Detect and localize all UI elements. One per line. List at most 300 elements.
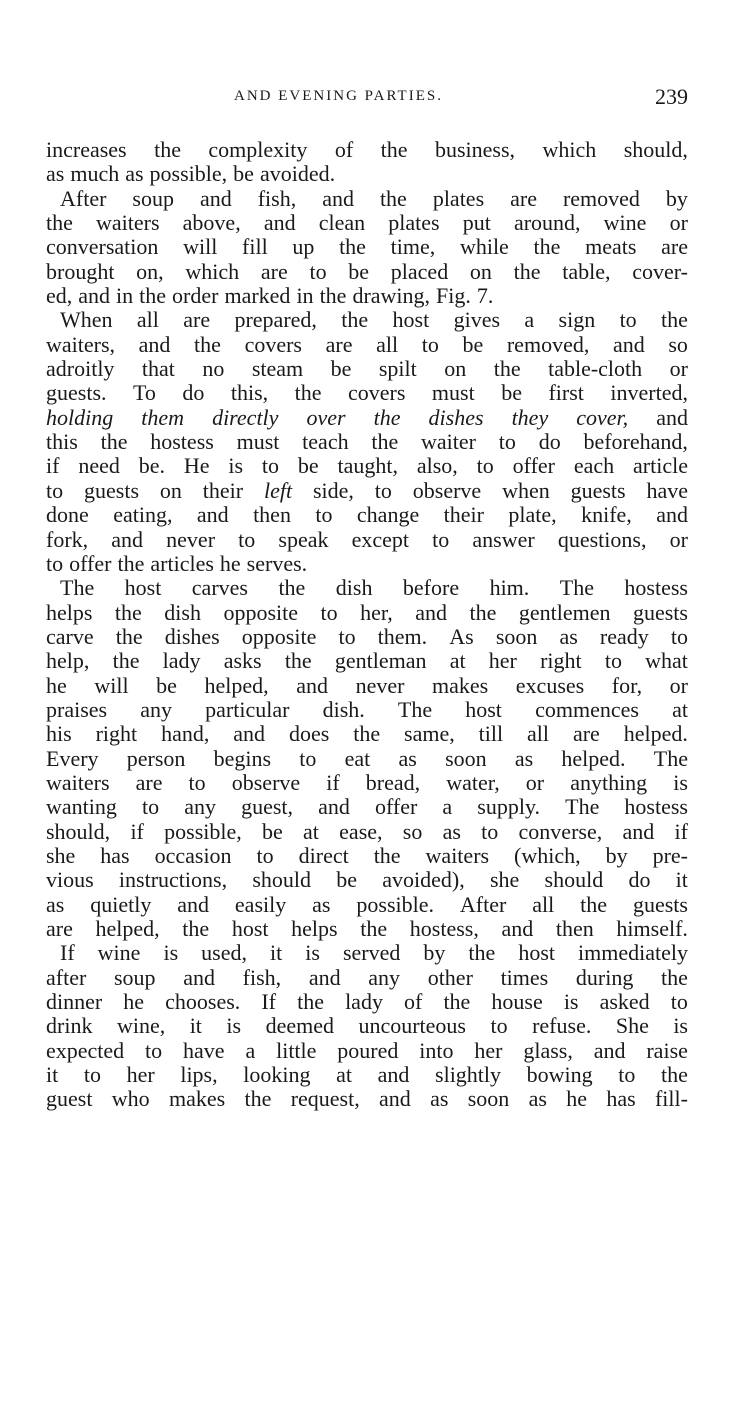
word: business, [434, 137, 516, 162]
text-line [46, 1087, 688, 1111]
text-line [46, 528, 688, 552]
word: drawing, [352, 283, 431, 309]
word: he [219, 550, 241, 576]
word: the [46, 210, 73, 236]
word: fish, [242, 964, 282, 990]
word: up [292, 234, 315, 260]
text-line [46, 479, 688, 503]
word: as [46, 891, 65, 917]
word: answer [472, 526, 535, 552]
word: asked [599, 989, 650, 1015]
word: and [196, 502, 229, 528]
word: helped, [204, 672, 269, 698]
word: the [661, 1062, 688, 1088]
word: to [145, 1037, 163, 1063]
word: be [462, 331, 484, 357]
word: eat [344, 745, 371, 771]
word: fish, [257, 185, 297, 211]
word: table-cloth [548, 356, 643, 382]
word: helps [46, 599, 93, 625]
word: He [183, 453, 210, 479]
word: guests [84, 477, 139, 503]
word: the [114, 599, 142, 625]
word: and [183, 964, 215, 990]
word: her [126, 1062, 155, 1088]
word: the [284, 648, 312, 674]
word: host [231, 916, 269, 941]
word: the [278, 575, 306, 601]
word: occasion [154, 842, 232, 868]
word: while [459, 234, 509, 260]
word: and [501, 916, 534, 941]
word: and [78, 283, 111, 309]
word: to [83, 1062, 101, 1088]
word: After [459, 891, 507, 917]
word: questions, [557, 526, 647, 552]
word: them [141, 404, 185, 430]
body-text [46, 138, 688, 1112]
word: offer [512, 453, 556, 479]
word: and [377, 1062, 410, 1088]
word: to [256, 842, 274, 868]
running-title: AND EVENING PARTIES. [234, 88, 443, 104]
word: is [305, 940, 320, 966]
word: and [379, 1086, 411, 1112]
word: or [669, 210, 688, 236]
word: to [320, 599, 338, 625]
word: should [252, 867, 312, 893]
word: covers [244, 331, 302, 357]
word: each [573, 453, 615, 479]
text-line [46, 138, 688, 162]
text-line [46, 625, 688, 649]
word: refuse. [532, 1013, 592, 1039]
text-line [46, 820, 688, 844]
word: will [183, 234, 218, 260]
text-line [46, 771, 688, 795]
word: and [612, 331, 645, 357]
word: should [544, 867, 604, 893]
word: then [555, 916, 594, 941]
word: the [371, 429, 399, 455]
word: at [303, 818, 319, 844]
word: never [355, 672, 405, 698]
word: commences [535, 696, 639, 722]
word: as [442, 818, 461, 844]
word: do [182, 380, 205, 406]
word: at [336, 1062, 352, 1088]
word: are [135, 769, 163, 795]
text-line [46, 211, 688, 235]
word: hostess, [409, 916, 479, 941]
word: looking [243, 1062, 311, 1088]
word: gentlemen [518, 599, 611, 625]
word: asks [223, 648, 262, 674]
word: be [233, 161, 254, 187]
word: adroitly [46, 356, 115, 382]
word: excuses [515, 672, 585, 698]
word: do [538, 429, 561, 455]
word: hostess [624, 575, 688, 601]
word: inverted, [610, 380, 688, 406]
word: as [559, 623, 578, 649]
word: complexity [208, 137, 308, 162]
word: the [319, 283, 347, 309]
word: to [670, 623, 688, 649]
text-line [46, 235, 688, 259]
word: praises [46, 696, 108, 722]
word: be [156, 672, 177, 698]
word: all [136, 307, 159, 333]
word: and [415, 599, 448, 625]
word: to [238, 526, 256, 552]
word: prepared, [234, 307, 317, 333]
word: guest [46, 1086, 93, 1112]
word: is [163, 940, 179, 966]
word: must [431, 380, 475, 406]
word: same, [404, 721, 455, 747]
word: the [373, 404, 401, 430]
word: direct [298, 842, 349, 868]
word: and [199, 185, 232, 211]
word: converse, [518, 818, 603, 844]
word: to [315, 502, 333, 528]
word: all [376, 331, 399, 357]
word: to [421, 331, 439, 357]
word: soup [132, 185, 174, 211]
word: on [159, 477, 182, 503]
text-line [46, 844, 688, 868]
word: the [380, 137, 408, 162]
word: wine [97, 940, 141, 966]
word: any [368, 964, 401, 990]
word: if [46, 453, 60, 479]
word: the [112, 648, 140, 674]
word: spilt [378, 356, 417, 382]
word: her, [360, 599, 393, 625]
word: so [668, 331, 688, 357]
word: he [46, 672, 67, 698]
word: waiters [425, 842, 490, 868]
text-line [46, 333, 688, 357]
text-line [46, 454, 688, 478]
word: possible, [164, 818, 242, 844]
word: helped. [561, 745, 626, 771]
word: need [78, 453, 120, 479]
word: After [60, 185, 107, 211]
word: to [46, 550, 64, 576]
word: except [351, 526, 410, 552]
word: and [177, 891, 210, 917]
word: then [253, 502, 291, 528]
word: the [353, 721, 381, 747]
word: are [572, 721, 600, 747]
word: into [419, 1037, 454, 1063]
word: and [296, 672, 328, 698]
word: around, [513, 210, 581, 236]
word: glass, [523, 1037, 573, 1063]
word: to [309, 258, 327, 284]
word: put [462, 210, 491, 236]
word: which [185, 258, 240, 284]
word: If [60, 940, 75, 966]
word: does [288, 721, 330, 747]
word: and [308, 964, 341, 990]
word: to [46, 477, 64, 503]
word: to [299, 745, 317, 771]
text-line [46, 381, 688, 405]
word: their [202, 477, 244, 503]
word: at [672, 696, 688, 722]
word: as [46, 161, 65, 187]
word: pre- [652, 842, 688, 868]
word: opposite [223, 599, 298, 625]
word: soon [467, 1086, 510, 1112]
word: house [491, 989, 543, 1015]
word: helped. [623, 721, 688, 747]
word: is [563, 989, 579, 1015]
text-line [46, 260, 688, 284]
word: increases [46, 137, 127, 162]
word: if [326, 769, 340, 795]
word: guests. [46, 380, 107, 406]
word: to [670, 989, 688, 1015]
word: gives [453, 307, 501, 333]
word: be [297, 453, 319, 479]
word: anything [570, 769, 648, 795]
word: The [60, 575, 95, 601]
word: deemed [265, 1013, 334, 1039]
word: holding [46, 404, 114, 430]
word: before [402, 575, 460, 601]
word: placed [390, 258, 449, 284]
word: the [194, 331, 221, 357]
text-line [46, 1063, 688, 1087]
word: the [115, 623, 143, 649]
word: to [432, 526, 450, 552]
word: right [540, 648, 582, 674]
word: to [604, 648, 622, 674]
word: are [46, 916, 73, 941]
word: fill [242, 234, 268, 260]
page-number: 239 [655, 84, 688, 109]
word: helped, [95, 916, 160, 941]
word: to [618, 1062, 636, 1088]
word: be [501, 380, 522, 406]
text-line [46, 795, 688, 819]
word: at [449, 648, 466, 674]
word: sign [558, 307, 596, 333]
word: her [488, 648, 517, 674]
word: and [656, 404, 688, 430]
text-line [46, 941, 688, 965]
word: he [566, 1086, 588, 1112]
word: help, [46, 648, 90, 674]
word: chooses. [165, 989, 241, 1015]
word: a [442, 794, 453, 820]
word: or [669, 672, 688, 698]
word: by [423, 940, 446, 966]
word: is [228, 453, 244, 479]
word: offer [374, 794, 418, 820]
word: it [189, 1013, 202, 1039]
word: as [398, 745, 417, 771]
word: begins [213, 745, 272, 771]
word: lips, [180, 1062, 218, 1088]
word: Every [46, 745, 99, 771]
word: is [226, 1013, 242, 1039]
word: never [166, 526, 216, 552]
text-line [46, 917, 688, 941]
word: after [46, 964, 87, 990]
word: to [619, 307, 637, 333]
word: avoided. [259, 161, 336, 187]
word: The [559, 575, 594, 601]
text-line [46, 162, 688, 186]
word: right [95, 721, 138, 747]
word: 7. [476, 283, 494, 309]
word: wine [603, 210, 647, 236]
word: all [527, 721, 550, 747]
word: is [673, 1013, 688, 1039]
word: avoided), [382, 867, 465, 893]
word: or [669, 526, 688, 552]
word: removed [562, 185, 640, 211]
word: request, [290, 1086, 360, 1112]
word: on, [136, 258, 164, 284]
word: uncourteous [358, 1013, 466, 1039]
word: the [341, 307, 369, 333]
word: on [469, 258, 492, 284]
word: the [469, 599, 497, 625]
word: helps [291, 916, 338, 941]
word: the [297, 989, 324, 1015]
word: the [468, 940, 496, 966]
word: first [548, 380, 584, 406]
word: little [276, 1037, 317, 1063]
word: raise [646, 1037, 688, 1063]
word: her [474, 1037, 503, 1063]
word: as [430, 1086, 449, 1112]
word: quietly [90, 891, 152, 917]
word: the [154, 137, 181, 162]
word: are [260, 258, 288, 284]
word: wanting [46, 794, 117, 820]
word: in [116, 283, 134, 309]
word: the [513, 258, 541, 284]
word: knife, [581, 502, 632, 528]
word: the [244, 1086, 272, 1112]
word: should, [46, 818, 111, 844]
word: the [294, 380, 322, 406]
word: times [500, 964, 549, 990]
word: article [633, 453, 688, 479]
word: and [322, 185, 354, 211]
word: articles [150, 550, 214, 576]
text-line [46, 406, 688, 430]
word: poured [337, 1037, 399, 1063]
word: to [476, 453, 494, 479]
word: ready [599, 623, 649, 649]
word: marked [224, 283, 291, 309]
word: wine, [116, 1013, 166, 1039]
word: supply. [477, 794, 541, 820]
word: the [493, 356, 521, 382]
word: lady [162, 648, 201, 674]
word: soon [445, 745, 487, 771]
word: by [605, 842, 628, 868]
word: time, [390, 234, 436, 260]
word: taught, [337, 453, 398, 479]
word: brought [46, 258, 115, 284]
word: have [646, 477, 688, 503]
word: to [141, 794, 160, 820]
word: clean [318, 210, 366, 236]
word: their [443, 502, 484, 528]
word: of [404, 989, 423, 1015]
word: which [542, 137, 597, 162]
word: observe [412, 477, 482, 503]
word: instructions, [118, 867, 228, 893]
word: what [645, 648, 688, 674]
word: host [124, 575, 162, 601]
word: are [325, 331, 353, 357]
text-line [46, 966, 688, 990]
word: ed, [46, 283, 73, 309]
text-line [46, 990, 688, 1014]
word: and [233, 721, 266, 747]
word: soon [495, 623, 538, 649]
text-line [46, 649, 688, 673]
word: the [379, 185, 407, 211]
word: waiters [46, 769, 110, 795]
word: she [46, 842, 76, 868]
word: to [490, 1013, 508, 1039]
word: dishes [164, 623, 220, 649]
word: plates [432, 185, 485, 211]
word: the [182, 916, 210, 941]
word: be [336, 867, 358, 893]
word: The [397, 696, 433, 722]
word: Fig. [436, 283, 471, 309]
word: and [593, 1037, 626, 1063]
word: they [511, 404, 549, 430]
word: it [675, 867, 688, 893]
word: is [673, 769, 688, 795]
word: The [565, 794, 600, 820]
word: guests [632, 891, 688, 917]
word: be [348, 258, 370, 284]
word: She [615, 1013, 649, 1039]
word: be [330, 356, 352, 382]
word: immediately [578, 940, 688, 966]
word: fill- [654, 1086, 688, 1112]
word: eating, [113, 502, 173, 528]
word: hostess [150, 429, 214, 455]
word: hand, [161, 721, 210, 747]
word: change [356, 502, 420, 528]
word: waiters, [46, 331, 116, 357]
word: or [525, 769, 545, 795]
word: to [338, 623, 356, 649]
word: soup [113, 964, 156, 990]
word: drink [46, 1013, 93, 1039]
word: as [312, 891, 331, 917]
word: he [123, 989, 145, 1015]
word: ease, [339, 818, 383, 844]
word: removed, [506, 331, 590, 357]
word: done [46, 502, 89, 528]
